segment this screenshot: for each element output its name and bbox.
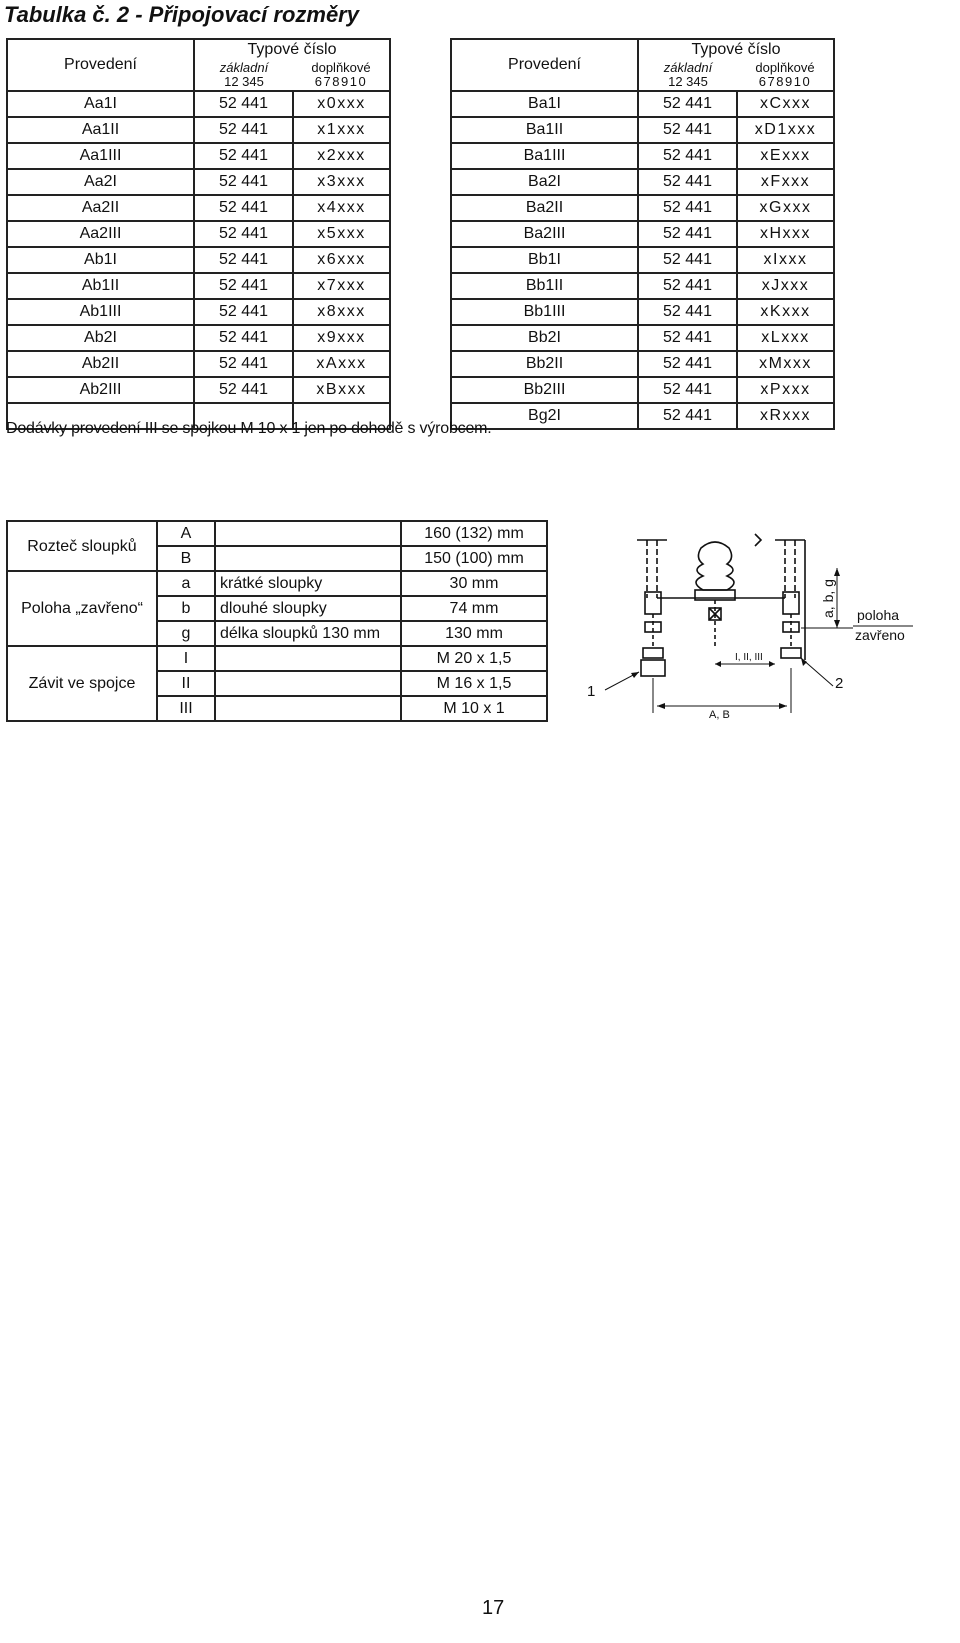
header-zakladni [638, 60, 737, 91]
left-coupling [643, 648, 663, 658]
dim-desc: krátké sloupky [215, 571, 401, 596]
dim-value: 160 (132) mm [401, 521, 547, 546]
dim-key: A [157, 521, 215, 546]
table-row [7, 571, 547, 596]
doplnkove-cell: x7xxx [293, 273, 390, 299]
arrow-head [834, 620, 840, 628]
header-provedeni: Provedení [7, 39, 194, 91]
doplnkove-cell: x2xxx [293, 143, 390, 169]
provedeni-cell: Ba1II [451, 117, 638, 143]
table-row [451, 351, 834, 377]
dimensions-table [6, 520, 548, 722]
group-poloha: Poloha „zavřeno“ [7, 571, 157, 646]
table-row [7, 221, 390, 247]
provedeni-cell: Aa2II [7, 195, 194, 221]
dim-value: M 20 x 1,5 [401, 646, 547, 671]
table-row [7, 195, 390, 221]
arrow-head [801, 658, 807, 666]
table-row [7, 351, 390, 377]
diagram-label-ab: A, B [709, 709, 730, 721]
provedeni-cell: Bb2III [451, 377, 638, 403]
type-table-left [6, 38, 391, 430]
header-doplnkove [737, 60, 834, 91]
arrow-head [769, 661, 775, 667]
doplnkove-cell: xMxxx [737, 351, 834, 377]
doplnkove-cell: x5xxx [293, 221, 390, 247]
zakladni-cell: 52 441 [194, 195, 293, 221]
zakladni-cell: 52 441 [638, 169, 737, 195]
delivery-note: Dodávky provedení III se spojkou M 10 x 1 jen po dohodě s výrobcem. [6, 420, 492, 437]
table-row [7, 247, 390, 273]
dim-desc [215, 671, 401, 696]
provedeni-cell: Bb2I [451, 325, 638, 351]
provedeni-cell: Ba2I [451, 169, 638, 195]
doplnkove-cell: x0xxx [293, 91, 390, 117]
zakladni-cell: 52 441 [194, 117, 293, 143]
connection-diagram [575, 518, 955, 748]
zakladni-cell: 52 441 [194, 91, 293, 117]
group-roztec: Rozteč sloupků [7, 521, 157, 571]
zakladni-cell: 52 441 [638, 377, 737, 403]
table-row [451, 325, 834, 351]
zakladni-cell: 52 441 [638, 325, 737, 351]
table-row [7, 117, 390, 143]
table-row [451, 403, 834, 429]
doplnkove-cell: x1xxx [293, 117, 390, 143]
dim-key: B [157, 546, 215, 571]
header-doplnkove-num: 678910 [314, 74, 368, 89]
dim-key: g [157, 621, 215, 646]
left-coupling-body [641, 660, 665, 676]
doplnkove-cell: xRxxx [737, 403, 834, 429]
diagram-label-poloha: poloha [857, 607, 900, 623]
zakladni-cell: 52 441 [638, 221, 737, 247]
table-row [451, 91, 834, 117]
provedeni-cell: Ab1I [7, 247, 194, 273]
table-row [7, 646, 547, 671]
dim-desc [215, 696, 401, 721]
provedeni-cell: Aa2I [7, 169, 194, 195]
doplnkove-cell: xLxxx [737, 325, 834, 351]
table-row [451, 169, 834, 195]
provedeni-cell: Ba1III [451, 143, 638, 169]
provedeni-cell: Aa1II [7, 117, 194, 143]
provedeni-cell: Ab1III [7, 299, 194, 325]
header-doplnkove-num: 678910 [758, 74, 812, 89]
dim-desc [215, 646, 401, 671]
dim-desc: dlouhé sloupky [215, 596, 401, 621]
doplnkove-cell: xBxxx [293, 377, 390, 403]
arrow-head [631, 672, 639, 678]
zakladni-cell: 52 441 [638, 91, 737, 117]
zakladni-cell: 52 441 [194, 351, 293, 377]
table-row [7, 299, 390, 325]
doplnkove-cell: xFxxx [737, 169, 834, 195]
provedeni-cell: Aa1I [7, 91, 194, 117]
dim-key: III [157, 696, 215, 721]
table-row [7, 377, 390, 403]
zakladni-cell: 52 441 [638, 299, 737, 325]
provedeni-cell: Aa1III [7, 143, 194, 169]
table-row [451, 377, 834, 403]
dim-desc [215, 546, 401, 571]
diagram-label-thread: I, II, III [735, 652, 763, 663]
header-zakladni-label: základní [663, 60, 713, 75]
dim-value: 74 mm [401, 596, 547, 621]
doplnkove-cell: xCxxx [737, 91, 834, 117]
provedeni-cell: Bb1II [451, 273, 638, 299]
table-row [7, 91, 390, 117]
header-zakladni-num: 12 345 [224, 74, 264, 89]
doplnkove-cell: xIxxx [737, 247, 834, 273]
diagram-label-2: 2 [835, 675, 844, 692]
diagram-label-1: 1 [587, 683, 596, 700]
zakladni-cell: 52 441 [194, 377, 293, 403]
table-row [451, 247, 834, 273]
provedeni-cell: Ab2I [7, 325, 194, 351]
page-number: 17 [482, 1597, 505, 1619]
insulator-shape [696, 542, 734, 590]
zakladni-cell: 52 441 [194, 299, 293, 325]
provedeni-cell: Aa2III [7, 221, 194, 247]
table-row [7, 169, 390, 195]
page-title: Tabulka č. 2 - Připojovací rozměry [4, 2, 359, 27]
header-zakladni [194, 60, 293, 91]
dim-value: 150 (100) mm [401, 546, 547, 571]
table-row [7, 521, 547, 546]
doplnkove-cell: xGxxx [737, 195, 834, 221]
table-row [7, 325, 390, 351]
header-typove-cislo: Typové číslo [194, 39, 390, 60]
table-row [451, 221, 834, 247]
zakladni-cell: 52 441 [638, 351, 737, 377]
zakladni-cell: 52 441 [194, 273, 293, 299]
provedeni-cell: Ba2II [451, 195, 638, 221]
doplnkove-cell: x8xxx [293, 299, 390, 325]
provedeni-cell: Ab1II [7, 273, 194, 299]
zakladni-cell: 52 441 [194, 325, 293, 351]
doplnkove-cell: x9xxx [293, 325, 390, 351]
zakladni-cell: 52 441 [194, 247, 293, 273]
provedeni-cell: Ba2III [451, 221, 638, 247]
header-provedeni: Provedení [451, 39, 638, 91]
provedeni-cell: Bb2II [451, 351, 638, 377]
doplnkove-cell: x3xxx [293, 169, 390, 195]
dim-value: M 10 x 1 [401, 696, 547, 721]
doplnkove-cell: xHxxx [737, 221, 834, 247]
table-row [7, 273, 390, 299]
header-zakladni-num: 12 345 [668, 74, 708, 89]
dim-desc [215, 521, 401, 546]
doplnkove-cell: xExxx [737, 143, 834, 169]
table-row [451, 195, 834, 221]
diagram-label-zavreno: zavřeno [855, 627, 905, 643]
provedeni-cell: Ab2III [7, 377, 194, 403]
dim-value: 130 mm [401, 621, 547, 646]
provedeni-cell: Ab2II [7, 351, 194, 377]
group-zavit: Závit ve spojce [7, 646, 157, 721]
dim-key: b [157, 596, 215, 621]
arrow-head [779, 703, 787, 709]
doplnkove-cell: xPxxx [737, 377, 834, 403]
zakladni-cell: 52 441 [638, 143, 737, 169]
doplnkove-cell: xJxxx [737, 273, 834, 299]
arrow-head [657, 703, 665, 709]
zakladni-cell: 52 441 [194, 143, 293, 169]
right-coupling [781, 648, 801, 658]
header-zakladni-label: základní [219, 60, 269, 75]
doplnkove-cell: xAxxx [293, 351, 390, 377]
doplnkove-cell: x4xxx [293, 195, 390, 221]
provedeni-cell: Bg2I [451, 403, 638, 429]
doplnkove-cell: xD1xxx [737, 117, 834, 143]
diagram-label-abg: a, b, g [820, 579, 836, 618]
dim-value: 30 mm [401, 571, 547, 596]
dim-key: a [157, 571, 215, 596]
table-row [451, 273, 834, 299]
provedeni-cell: Bb1I [451, 247, 638, 273]
zakladni-cell: 52 441 [638, 117, 737, 143]
arrow-head [715, 661, 721, 667]
break-mark [755, 534, 761, 546]
table-row [451, 299, 834, 325]
arrow-head [834, 568, 840, 576]
zakladni-cell: 52 441 [638, 273, 737, 299]
provedeni-cell: Bb1III [451, 299, 638, 325]
provedeni-cell: Ba1I [451, 91, 638, 117]
header-doplnkove-label: doplňkové [311, 60, 371, 75]
table-row [451, 143, 834, 169]
header-typove-cislo: Typové číslo [638, 39, 834, 60]
zakladni-cell: 52 441 [638, 195, 737, 221]
dim-desc: délka sloupků 130 mm [215, 621, 401, 646]
table-row [7, 143, 390, 169]
table-row [451, 117, 834, 143]
doplnkove-cell: xKxxx [737, 299, 834, 325]
type-table-right [450, 38, 835, 430]
zakladni-cell: 52 441 [638, 403, 737, 429]
zakladni-cell: 52 441 [638, 247, 737, 273]
doplnkove-cell: x6xxx [293, 247, 390, 273]
header-doplnkove-label: doplňkové [755, 60, 815, 75]
dim-key: II [157, 671, 215, 696]
header-doplnkove [293, 60, 390, 91]
dim-value: M 16 x 1,5 [401, 671, 547, 696]
dim-key: I [157, 646, 215, 671]
zakladni-cell: 52 441 [194, 169, 293, 195]
zakladni-cell: 52 441 [194, 221, 293, 247]
